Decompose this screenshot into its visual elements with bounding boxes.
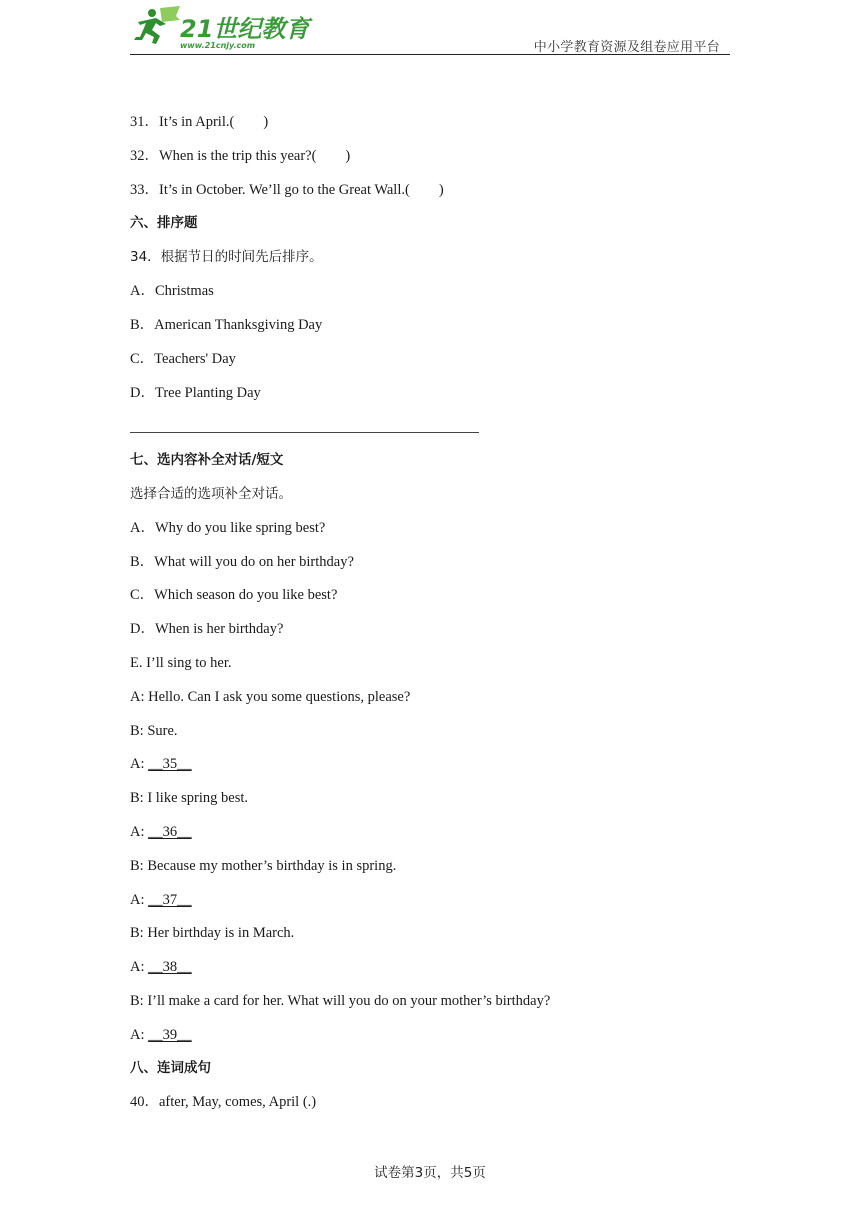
dialogue-line: B: Her birthday is in March.	[130, 925, 295, 941]
speaker-label: A:	[130, 756, 149, 772]
dialogue-line: A: Hello. Can I ask you some questions, please?	[130, 689, 411, 705]
page-header	[130, 0, 730, 56]
section-heading-dialogue: 七、选内容补全对话/短文	[130, 452, 284, 468]
dialogue-line-blank-39	[130, 1026, 192, 1044]
question-34: 34．根据节日的时间先后排序。	[130, 249, 323, 265]
speaker-label: A:	[130, 824, 149, 840]
question-32: 32．When is the trip this year?( )	[130, 148, 351, 164]
blank-37: __37__	[148, 892, 192, 908]
dialogue-line-blank-38	[130, 958, 192, 976]
blank-36: __36__	[148, 824, 192, 840]
dialogue-line: B: I like spring best.	[130, 790, 249, 806]
page-footer: 试卷第3页，共5页	[374, 1165, 486, 1181]
dialogue-line-blank-37	[130, 891, 192, 909]
option-d: D．Tree Planting Day	[130, 385, 261, 401]
dialogue-line: B: Sure.	[130, 723, 178, 739]
speaker-label: A:	[130, 959, 149, 975]
logo-text: 21世纪教育	[180, 15, 310, 43]
blank-38: __38__	[148, 959, 192, 975]
option-b: B．American Thanksgiving Day	[130, 317, 323, 333]
dialogue-option-e: E. I’ll sing to her.	[130, 655, 232, 671]
speaker-label: A:	[130, 892, 149, 908]
question-40: 40．after, May, comes, April (.)	[130, 1094, 317, 1110]
21cnjy-logo	[130, 4, 320, 52]
dialogue-option-d: D．When is her birthday?	[130, 621, 284, 637]
dialogue-line: B: Because my mother’s birthday is in spring.	[130, 858, 397, 874]
runner-icon	[134, 6, 180, 44]
question-31: 31．It’s in April.( )	[130, 114, 269, 130]
speaker-label: A:	[130, 1027, 149, 1043]
question-33: 33．It’s in October. We’ll go to the Great Wall.( )	[130, 182, 444, 198]
blank-35: __35__	[148, 756, 192, 772]
dialogue-option-c: C．Which season do you like best?	[130, 587, 338, 603]
header-platform-name: 中小学教育资源及组卷应用平台	[533, 40, 720, 55]
logo-url: www.21cnjy.com	[180, 41, 256, 50]
option-a: A．Christmas	[130, 283, 214, 299]
header-divider	[130, 54, 730, 55]
dialogue-instruction: 选择合适的选项补全对话。	[130, 486, 292, 502]
section-heading-sentence: 八、连词成句	[130, 1060, 211, 1076]
dialogue-line: B: I’ll make a card for her. What will you do on your mother’s birthday?	[130, 993, 551, 1009]
section-heading-sort: 六、排序题	[130, 215, 198, 231]
answer-line	[130, 432, 479, 433]
dialogue-option-a: A．Why do you like spring best?	[130, 520, 326, 536]
blank-39: __39__	[148, 1027, 192, 1043]
dialogue-option-b: B．What will you do on her birthday?	[130, 554, 354, 570]
dialogue-line-blank-35	[130, 755, 192, 773]
dialogue-line-blank-36	[130, 823, 192, 841]
option-c: C．Teachers' Day	[130, 351, 236, 367]
